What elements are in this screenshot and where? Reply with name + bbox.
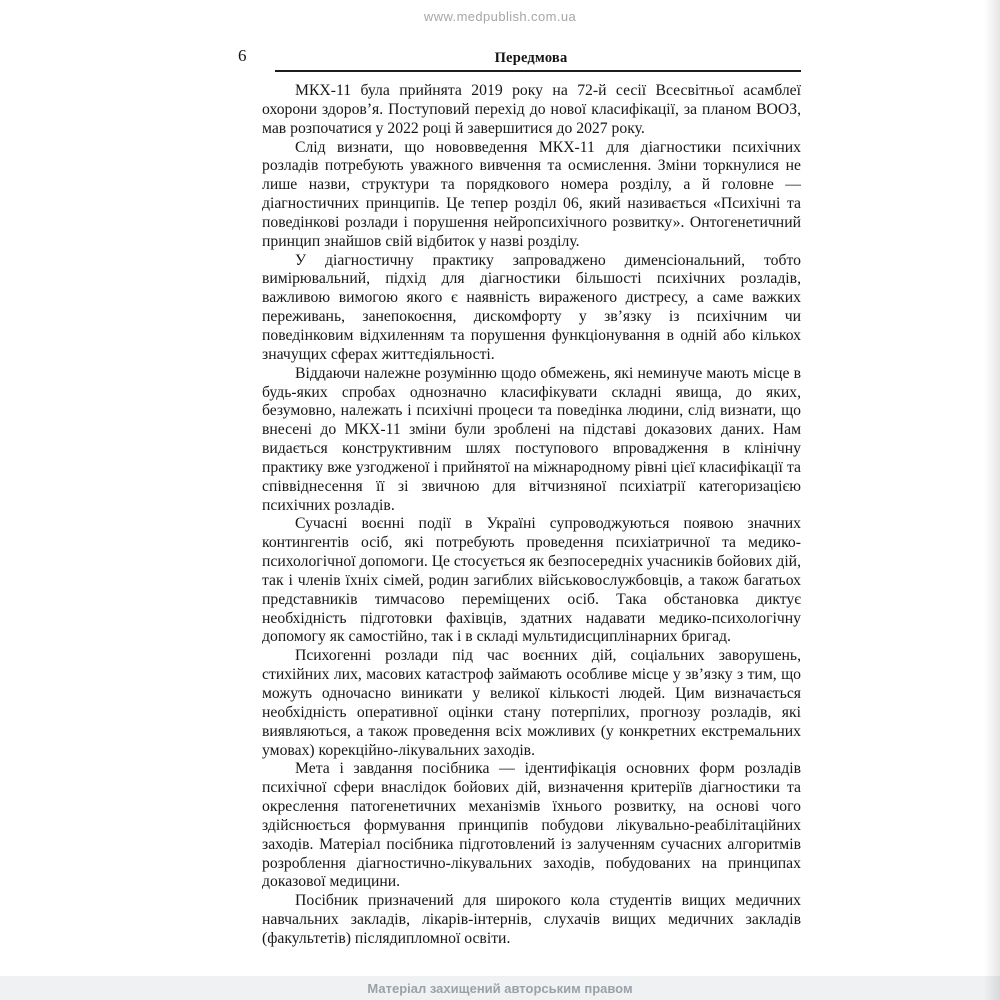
paragraph: Віддаючи належне розумінню щодо обмежень, які неминуче мають місце в будь-яких спробах однозначно класифікувати складні явища, до яких, безумовно, належать і психічні процеси та поведінка людини, слід визнати, що внесені до МКХ-11 зміни були зроблені на підставі доказових даних. Нам видається конструктивним шлях поступового впровадження в клінічну практику вже узгодженої і прийнятої на міжнародному рівні цієї класифікації та співвіднесення її зі звичною для вітчизняної психіатрії категоризацією психічних розладів. <box>262 364 801 514</box>
watermark-text: www.medpublish.com.ua <box>423 9 577 24</box>
paragraph: Сучасні воєнні події в Україні супроводжуються появою значних контингентів осіб, які потребують проведення психіатричної та медико-психологічної допомоги. Це стосується як безпосередніх учасників бойових дій, так і членів їхніх сімей, родин загиблих військовослужбовців, а також багатьох представників тимчасово переміщених осіб. Така обстановка диктує необхідність підготовки фахівців, здатних надавати медико-психологічну допомогу як самостійно, так і в складі мультидисциплінарних бригад. <box>262 515 802 646</box>
paragraph: У діагностичну практику запроваджено дименсіональний, тобто вимірювальний, підхід для діагностики більшості психічних розладів, важливою вимогою якого є наявність вираженого дистресу, а саме важких переживань, занепокоєння, дискомфорту у зв’язку із психічним чи поведінковим відхиленням та порушення функціонування в одній або кількох значущих сферах життєдіяльності. <box>262 251 801 363</box>
paragraph: Посібник призначений для широкого кола студентів вищих медичних навчальних закладів, лікарів-інтернів, слухачів вищих медичних закладів (факультетів) післядипломної освіти. <box>262 892 801 947</box>
chapter-title: Передмова <box>494 50 568 66</box>
page-number: 6 <box>238 46 247 65</box>
copyright-notice: Матеріал захищений авторським правом <box>367 980 633 996</box>
paragraph: Психогенні розлади під час воєнних дій, соціальних заворушень, стихійних лих, масових катастроф займають особливе місце у зв’язку з тим, що можуть одночасно виникати у великої кількості людей. Цим визначається необхідність оперативної оцінки стану потерпілих, прогнозу розладів, які виявляються, а також проведення всіх можливих (у конкретних екстремальних умовах) корекційно-лікувальних заходів. <box>262 647 801 759</box>
page-body <box>262 82 801 949</box>
paragraph: Слід визнати, що нововведення МКХ-11 для діагностики психічних розладів потребують уважного вивчення та осмислення. Зміни торкнулися не лише назви, структури та порядкового номера розділу, а й головне — діагностичних принципів. Це тепер розділ 06, який називається «Психічні та поведінкові розлади і порушення нейропсихічного розвитку». Онтогенетичний принцип знайшов свій відбиток у назві розділу. <box>262 138 801 250</box>
header-rule <box>275 70 801 72</box>
paragraph: Мета і завдання посібника — ідентифікація основних форм розладів психічної сфери внаслідок бойових дій, визначення критеріїв діагностики та окреслення патогенетичних механізмів їхнього розвитку, на основі чого здійснюється формування принципів побудови лікувально-реабілітаційних заходів. Матеріал посібника підготовлений із залученням сучасних алгоритмів розроблення діагностично-лікувальних заходів, побудованих на принципах доказової медицини. <box>262 760 801 891</box>
footer-band <box>0 976 1000 1000</box>
scan-edge-shadow <box>984 0 1000 1000</box>
paragraph: МКХ-11 була прийнята 2019 року на 72-й сесії Всесвітньої асамблеї охорони здоров’я. Поступовий перехід до нової класифікації, за планом ВООЗ, мав розпочатися у 2022 році й завершитися до 2027 року. <box>262 82 801 137</box>
